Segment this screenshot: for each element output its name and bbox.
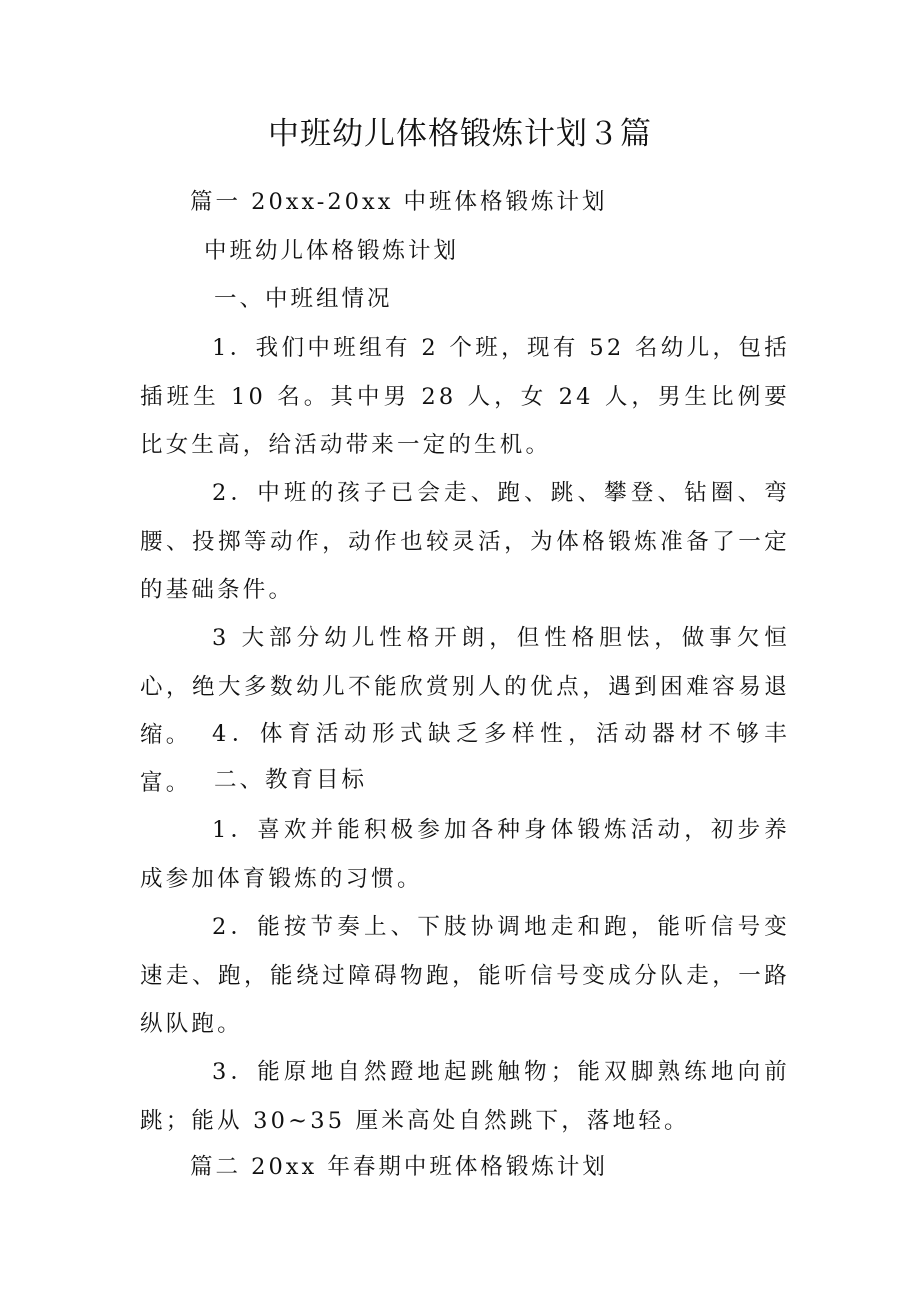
plan-title: 中班幼儿体格锻炼计划 <box>204 238 460 264</box>
section1-item-3: 3 大部分幼儿性格开朗，但性格胆怯，做事欠恒心，绝大多数幼儿不能欣赏别人的优点，遇到困难容易退缩。 <box>140 625 790 748</box>
section2-item-2: 2．能按节奏上、下肢协调地走和跑，能听信号变速走、跑，能绕过障碍物跑，能听信号变成分队走，一路纵队跑。 <box>140 914 790 1037</box>
section1-item-2: 2．中班的孩子已会走、跑、跳、攀登、钻圈、弯腰、投掷等动作，动作也较灵活，为体格锻炼准备了一定的基础条件。 <box>140 480 790 603</box>
section2-heading: 二、教育目标 <box>214 767 368 793</box>
section2-item-1: 1．喜欢并能积极参加各种身体锻炼活动，初步养成参加体育锻炼的习惯。 <box>140 817 790 892</box>
part1-heading: 篇一 20xx-20xx 中班体格锻炼计划 <box>190 189 608 215</box>
section1-heading: 一、中班组情况 <box>214 286 393 312</box>
document-title: 中班幼儿体格锻炼计划３篇 <box>268 116 652 152</box>
section1-item-4: 4．体育活动形式缺乏多样性，活动器材不够丰富。 <box>140 721 790 796</box>
part2-heading: 篇二 20xx 年春期中班体格锻炼计划 <box>190 1154 608 1180</box>
section2-item-3: 3．能原地自然蹬地起跳触物；能双脚熟练地向前跳；能从 30~35 厘米高处自然跳下，落地轻。 <box>140 1059 790 1134</box>
section1-item-1: 1．我们中班组有 2 个班，现有 52 名幼儿，包括插班生 10 名。其中男 28 人，女 24 人，男生比例要比女生高，给活动带来一定的生机。 <box>140 335 790 458</box>
